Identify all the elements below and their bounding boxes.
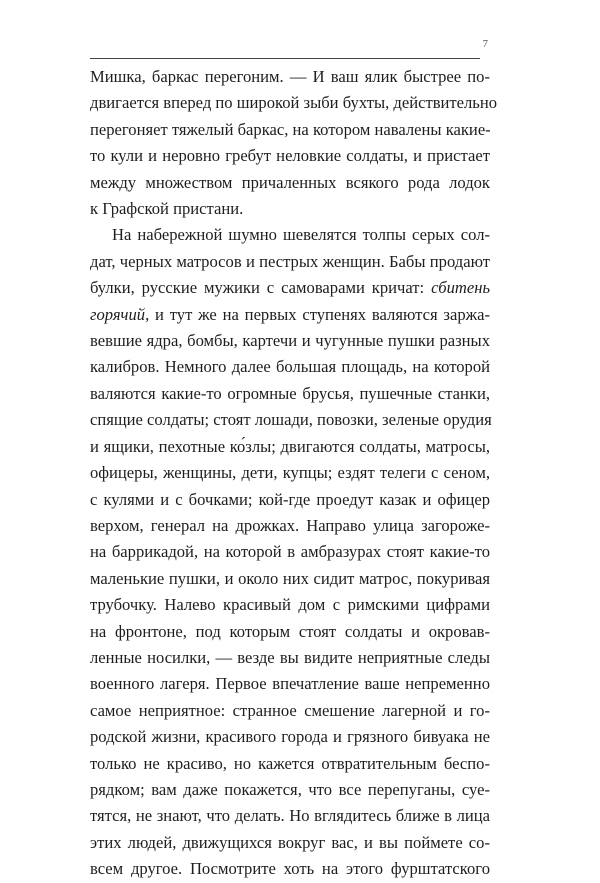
- text-segment: Мишка, баркас перегоним. — И ваш ялик быстрее по-: [90, 67, 490, 86]
- text-segment: то кули и неровно гребут неловкие солдаты, и пристает: [90, 146, 490, 166]
- text-segment: дат, черных матросов и пестрых женщин. Бабы продают: [90, 251, 490, 271]
- text-segment: родской жизни, красивого города и грязного бивуака не: [90, 727, 490, 747]
- text-segment: тятся, не знают, что делать. Но вглядитесь ближе в лица: [90, 806, 490, 826]
- text-line: [90, 328, 490, 354]
- text-line: [90, 170, 490, 196]
- text-line: [90, 90, 498, 116]
- text-segment: спящие солдаты; стоят лошади, повозки, зеленые орудия: [90, 410, 492, 430]
- text-line: [90, 302, 490, 328]
- text-line: [90, 830, 490, 856]
- text-line: [90, 275, 490, 301]
- text-segment: военного лагеря. Первое впечатление ваше непременно: [90, 674, 490, 694]
- text-segment: на фронтоне, под которым стоят солдаты и окровав-: [90, 621, 490, 641]
- text-line: [90, 64, 490, 90]
- text-line: [90, 671, 490, 697]
- text-segment: перегоняет тяжелый баркас, на котором навалены какие-: [90, 119, 491, 139]
- text-line: [90, 143, 490, 169]
- text-segment: с кулями и с бочками; кой-где проедут казак и офицер: [90, 489, 490, 509]
- text-line: [90, 249, 490, 275]
- text-segment: рядком; вам даже покажется, что все перепуганы, суе-: [90, 779, 490, 799]
- text-line: [90, 196, 490, 222]
- text-line: [90, 487, 490, 513]
- text-segment: всем другое. Посмотрите хоть на этого фурштатского: [90, 859, 490, 879]
- text-segment: только не красиво, но кажется отвратительным беспо-: [90, 753, 490, 773]
- text-line: [90, 222, 490, 248]
- text-segment: трубочку. Налево красивый дом с римскими цифрами: [90, 595, 490, 615]
- text-line: [90, 513, 490, 539]
- header-rule: [90, 58, 480, 59]
- text-line: [90, 777, 490, 803]
- text-segment: двигается вперед по широкой зыби бухты, действительно: [90, 93, 498, 113]
- text-line: [90, 856, 490, 882]
- text-segment: вевшие ядра, бомбы, картечи и чугунные пушки разных: [90, 331, 490, 351]
- text-segment: булки, русские мужики с самоварами кричат:: [90, 278, 432, 298]
- text-line: [90, 698, 490, 724]
- text-line: [90, 724, 490, 750]
- page-number: 7: [482, 38, 488, 50]
- text-line: [90, 117, 490, 143]
- text-segment: и ящики, пехотные ко́злы; двигаются солдаты, матросы,: [90, 436, 490, 456]
- text-segment: маленькие пушки, и около них сидит матрос, покуривая: [90, 568, 490, 588]
- text-segment: валяются какие-то огромные брусья, пушечные станки,: [90, 383, 490, 403]
- text-segment: этих людей, движущихся вокруг вас, и вы поймете со-: [90, 832, 490, 852]
- italic-text-segment: сбитень: [431, 278, 490, 298]
- text-line: [90, 434, 490, 460]
- text-segment: верхом, генерал на дрожках. Направо улица загороже-: [90, 515, 490, 535]
- text-line: [90, 619, 490, 645]
- body-text: [90, 64, 498, 883]
- text-segment: офицеры, женщины, дети, купцы; ездят телеги с сеном,: [90, 463, 490, 483]
- text-segment: На набережной шумно шевелятся толпы серых сол-: [112, 225, 490, 245]
- text-segment: к Графской пристани.: [90, 199, 244, 219]
- text-line: [90, 592, 490, 618]
- text-line: [90, 566, 490, 592]
- text-segment: , и тут же на первых ступенях валяются заржа-: [145, 304, 490, 324]
- text-line: [90, 407, 490, 433]
- text-segment: на баррикадой, на которой в амбразурах стоят какие-то: [90, 542, 490, 562]
- text-line: [90, 460, 490, 486]
- text-segment: ленные носилки, — везде вы видите неприятные следы: [90, 647, 490, 667]
- text-line: [90, 539, 490, 565]
- text-line: [90, 645, 490, 671]
- text-line: [90, 751, 490, 777]
- italic-text-segment: горячий: [90, 304, 146, 324]
- text-segment: самое неприятное: странное смешение лагерной и го-: [90, 700, 490, 720]
- text-line: [90, 354, 490, 380]
- text-line: [90, 803, 490, 829]
- text-line: [90, 381, 490, 407]
- text-segment: калибров. Немного далее большая площадь, на которой: [90, 357, 490, 377]
- text-segment: между множеством причаленных всякого рода лодок: [90, 172, 490, 192]
